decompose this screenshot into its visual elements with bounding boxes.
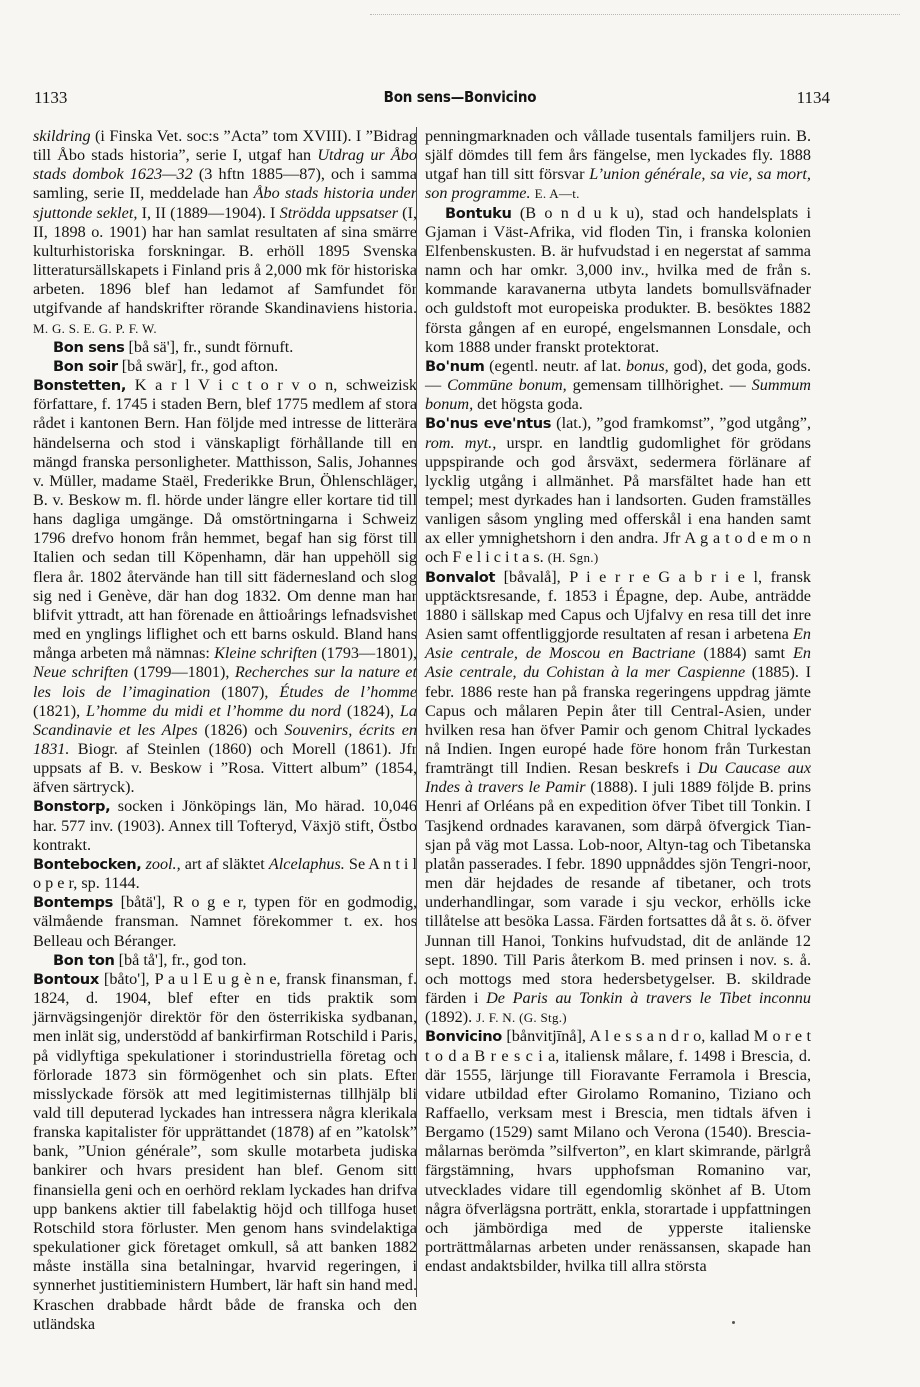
body-text: I, II (1889—1904). I: [137, 203, 280, 222]
italic-text: L’union générale, sa vie, sa mort, son programme.: [425, 165, 811, 203]
entry-paragraph: [425, 127, 811, 204]
entry-paragraph: [33, 127, 417, 338]
page-number-left: 1133: [34, 88, 68, 107]
italic-text: Åbo stads historia under sjuttonde seklet,: [33, 184, 418, 222]
italic-text: Summum bonum,: [425, 376, 811, 414]
italic-text: skildring: [33, 127, 91, 145]
ink-speck: [732, 1321, 735, 1324]
entry-headword: Bonstorp,: [33, 798, 111, 816]
body-text: (egentl. neutr. af lat.: [484, 356, 626, 375]
body-text: [bånvitjīnå], A l e s s a n d r o, kallad M o r e t t o d a B r e s c i a, italiensk målare, f. 1498 i Brescia, d. där 1555, lärjunge till Fioravante Ferramola i Brescia, vidare utbildad efter Girolamo Romanino, Tiziano och Raffaello, verksam mest i Brescia, men tidtals äfven i Bergamo (1529) samt Milano och Verona (1540). Brescia-målarnas berömda ”silfverton”, en klart skimrande, pärlgrå färgstämning, hvars upphofsman Romanino var, utvecklades vidare till egendomlig skönhet af B. Utom några öfverlägsna porträtt, enkla, storartade i uppfattningen och jämbördiga med de ypperste italienske porträttmålarnas arbeten under renässansen, skapade han endast andaktsbilder, hvilka till allra största: [425, 1027, 811, 1276]
author-signature: (H. Sgn.): [547, 550, 599, 566]
entry-paragraph: [425, 568, 811, 1028]
body-text: (3 hftn 1885—87), och i samma samling, serie II, meddelade han: [33, 165, 417, 203]
italic-text: Commūne bonum,: [447, 376, 567, 395]
author-signature: E. A—t.: [534, 186, 580, 202]
body-text: urspr. en landtlig gudomlighet för grödans uppspirande och god årsväxt, sedermera förlänare af lycklig utgång i allmänhet. På marsfältet hade han ett tempel; mest dyrkades han i landsorten. Guden framställes vanligen såsom yngling med offerskål i ena handen samt ax eller ymnighetshorn i den andra. Jfr A g a t o d e m o n och F e l i c i t a s.: [425, 433, 811, 567]
body-text: (1884) samt: [695, 644, 794, 663]
body-text: (1888). I juli 1889 följde B. prins Henri af Orléans på en expedition öfver Tibet till Tonkin. I Tasjkend ordnades karavanen, som därpå öfvergick Tian-sjan på väg mot Lassa. Lob-noor, Altyn-tag och Tibetanska platån passerades. I febr. 1890 uppnåddes sjön Tengri-noor, men där hejdades de resande af tibetaner, och trots underhandlingar, som varade i sju veckor, erhölls icke tillåtelse att besöka Lassa. Färden fortsattes då åt s. ö. öfver Junnan till Hanoi, Tonkins hufvudstad, dit de anlände 12 sept. 1890. Till Paris återkom B. med prinsen i nov. s. å. och mottogs med stora hedersbetygelser. B. skildrade färden i: [425, 778, 812, 1008]
entry-headword: Bontemps: [33, 894, 113, 912]
column-divider: [416, 127, 417, 1297]
body-text: (1824),: [341, 701, 400, 720]
body-text: [bå sä'], fr., sundt förnuft.: [124, 337, 294, 356]
body-text: det högsta goda.: [473, 395, 583, 414]
italic-text: Alcelaphus.: [268, 854, 345, 873]
entry-headword: Bontuku: [445, 204, 512, 222]
body-text: (B o n d u k u), stad och handelsplats i Gjaman i Väst-Afrika, vid floden Tin, i franska kolonien Elfenbenskusten. B. är hufvudstad i en negerstat af samma namn och har omkr. 3,000 inv., hvilka med de från s. kommande karavanerna utbyta landets bomullsväfnader och guldstoft mot europeiska produkter. B. besöktes 1882 första gången af en europé, engelsmannen Lonsdale, och kom 1888 under franskt protektorat.: [425, 203, 811, 356]
body-text: Biogr. af Steinlen (1860) och Morell (1861). Jfr uppsats af B. v. Beskow i ”Rosa. Vittert album” (1854, äfven särtryck).: [33, 740, 417, 797]
entry-paragraph: [425, 204, 811, 357]
body-text: gemensam tillhörighet. —: [566, 376, 752, 395]
body-text: (1826) och: [197, 720, 285, 739]
italic-text: bonus,: [626, 356, 669, 375]
body-text: [bå tå'], fr., god ton.: [114, 950, 247, 969]
entry-headword: Bonvicino: [425, 1028, 502, 1046]
page-header: [0, 88, 920, 110]
body-text: (I, II, 1898 o. 1901) har han samlat resultaten af sina smärre kulturhistoriska forskningar. B. erhöll 1895 Svenska litteratursällskapets i Finland pris å 2,000 mk för historiska arbeten. 1896 blef han ledamot af Samfundet för utgifvande af handskrifter rörande Skandinaviens historia.: [33, 203, 418, 318]
author-signature: M. G. S. E. G. P. F. W.: [33, 320, 157, 336]
body-text: socken i Jönköpings län, Mo härad. 10,046 har. 577 inv. (1903). Annex till Tofteryd, Växjö stift, Östbo kontrakt.: [33, 797, 417, 854]
body-text: [båtä'], R o g e r, typen för en godmodig, välmående fransman. Namnet förekommer t. ex. hos Belleau och Béranger.: [33, 893, 417, 950]
body-text: art af släktet: [180, 854, 269, 873]
entry-headword: Bontoux: [33, 970, 99, 988]
italic-text: La Scandinavie et les Alpes: [33, 701, 418, 739]
italic-text: rom. myt.,: [425, 433, 497, 452]
italic-text: En Asie centrale, du Cohistan à la mer Caspienne: [425, 644, 812, 682]
entry-headword: Bonstetten,: [33, 377, 127, 395]
italic-text: L’homme du midi et l’homme du nord: [86, 701, 342, 720]
entry-headword: Bo'nus eve'ntus: [425, 415, 552, 433]
body-text: (1885). I febr. 1886 reste han på franska regeringens uppdrag jämte Capus och målaren Pepin åter till Central-Asien, under hvilken resa han öfver Pamir och genom Chitral lyckades nå Indien. Ingen europé hade före honom från Turkestan framträngt till Indien. Resan beskrefs i: [425, 663, 811, 778]
italic-text: De Paris au Tonkin à travers le Tibet inconnu: [486, 989, 811, 1008]
entry-paragraph: [33, 338, 417, 357]
author-signature: J. F. N. (G. Stg.): [476, 1010, 567, 1026]
italic-text: Strödda uppsatser: [279, 203, 399, 222]
body-text: [båvalå], P i e r r e G a b r i e l, fransk upptäcktsresande, f. 1853 i Épagne, dep. Aube, anträdde 1880 i sällskap med Capus och Ujfalvy en resa till det inre Asien samt offentliggjorde resultaten af resan i arbetena: [425, 567, 811, 644]
entry-paragraph: [33, 376, 417, 797]
top-dotted-rule: [370, 14, 900, 15]
italic-text: Recherches sur la nature et les lois de l’imagination: [33, 663, 417, 701]
body-text: god), det goda, gods. —: [425, 356, 811, 395]
body-text: (1799—1801),: [128, 663, 235, 682]
left-column: [33, 127, 417, 1334]
body-text: K a r l V i c t o r v o n, schweizisk författare, f. 1745 i staden Bern, blef 1775 medlem af stora rådet i kantonen Bern. Han följde med intresse de litterära händelserna och stod i vänskapligt förhållande till en mängd franska personligheter. Matthisson, Salis, Johannes v. Müller, madame Staël, Frederikke Brun, Öhlenschläger, B. v. Beskow m. fl. hörde under längre eller kortare tid till hans dagliga umgänge. Då omstörtningarna i Schweiz 1796 drefvo honom från hemmet, begaf han sig först till Italien och sedan till Köpenhamn, där han uppehöll sig flera år. 1802 återvände han till sitt fädernesland och slog sig ned i Genève, där han dog 1832. Om denne man har blifvit yttradt, att han förenade en åttioårings lefnadsvishet med en ynglings liflighet och ett barns oskuld. Bland hans många arbeten må nämnas:: [33, 376, 417, 663]
entry-paragraph: [33, 970, 417, 1334]
body-text: penningmarknaden och vållade tusentals familjers ruin. B. själf dömdes till fem års fängelse, men lyckades fly. 1888 utgaf han till sitt försvar: [425, 127, 811, 184]
italic-text: Kleine schriften: [214, 644, 318, 663]
body-text: [bå swär], fr., god afton.: [117, 356, 279, 375]
body-text: (1793—1801),: [317, 644, 418, 663]
entry-paragraph: [33, 951, 417, 970]
entry-paragraph: [425, 414, 811, 567]
right-column: [425, 127, 811, 1276]
running-title: Bon sens—Bonvicino: [383, 88, 537, 106]
entry-headword: Bon soir: [53, 357, 118, 375]
body-text: Se A n t i l o p e r, sp. 1144.: [33, 854, 417, 893]
body-text: [båto'], P a u l E u g è n e, fransk finansman, f. 1824, d. 1904, blef efter en tids praktik som järnvägsingenjör direktör för den österrikiska sydbanan, men inlät sig, understödd af bankirfirman Rotschild i Paris, på vidlyftiga spekulationer i storindustriella företag och förlorade 1873 sin förmögenhet och sin plats. Efter misslyckade försök att med legitimisternas tillhjälp bli vald till deputerad lyckades han intressera några klerikala franska kapitalister för upprättandet (1878) af en ”katolsk” bank, ”Union générale”, som skulle motarbeta judiska bankirer och hvars president han blef. Genom sitt finansiella geni och en oerhörd reklam lyckades han drifva upp bankens aktier till fabelaktig höjd och tillfoga huset Rotschild stora förluster. Men genom hans svindelaktiga spekulationer gick företaget omkull, så att banken 1882 måste inställa sina betalningar, hvarvid regeringen, i synnerhet justitieministern Humbert, lär haft sin hand med. Kraschen drabbade hårdt både de franska och den utländska: [33, 969, 417, 1333]
entry-paragraph: [425, 357, 811, 414]
italic-text: Souvenirs, écrits en 1831.: [33, 720, 417, 758]
entry-paragraph: [33, 357, 417, 376]
italic-text: Du Caucase aux Indes à travers le Pamir: [425, 759, 812, 797]
italic-text: Études de l’homme: [279, 682, 418, 701]
italic-text: Neue schriften: [33, 663, 129, 682]
italic-text: En Asie centrale, de Moscou en Bactriane: [425, 625, 811, 663]
body-text: (1807),: [210, 682, 280, 701]
entry-paragraph: [33, 893, 417, 950]
body-text: (1892).: [425, 1008, 477, 1027]
entry-headword: Bon ton: [53, 951, 115, 969]
entry-headword: Bo'num: [425, 357, 485, 375]
page-number-right: 1134: [796, 88, 830, 107]
entry-paragraph: [33, 855, 417, 893]
body-text: (lat.), ”god framkomst”, ”god utgång”,: [551, 414, 812, 433]
italic-text: zool.,: [145, 854, 181, 873]
entry-headword: Bonvalot: [425, 568, 496, 586]
entry-headword: Bontebocken,: [33, 855, 142, 873]
body-text: (i Finska Vet. soc:s ”Acta” tom XVIII). I ”Bidrag till Åbo stads historia”, serie I, utgaf han: [33, 127, 417, 165]
entry-paragraph: [33, 797, 417, 854]
italic-text: Utdrag ur Åbo stads dombok 1623—32: [33, 146, 417, 184]
entry-paragraph: [425, 1027, 811, 1276]
body-text: (1821),: [33, 701, 87, 720]
entry-headword: Bon sens: [53, 338, 125, 356]
